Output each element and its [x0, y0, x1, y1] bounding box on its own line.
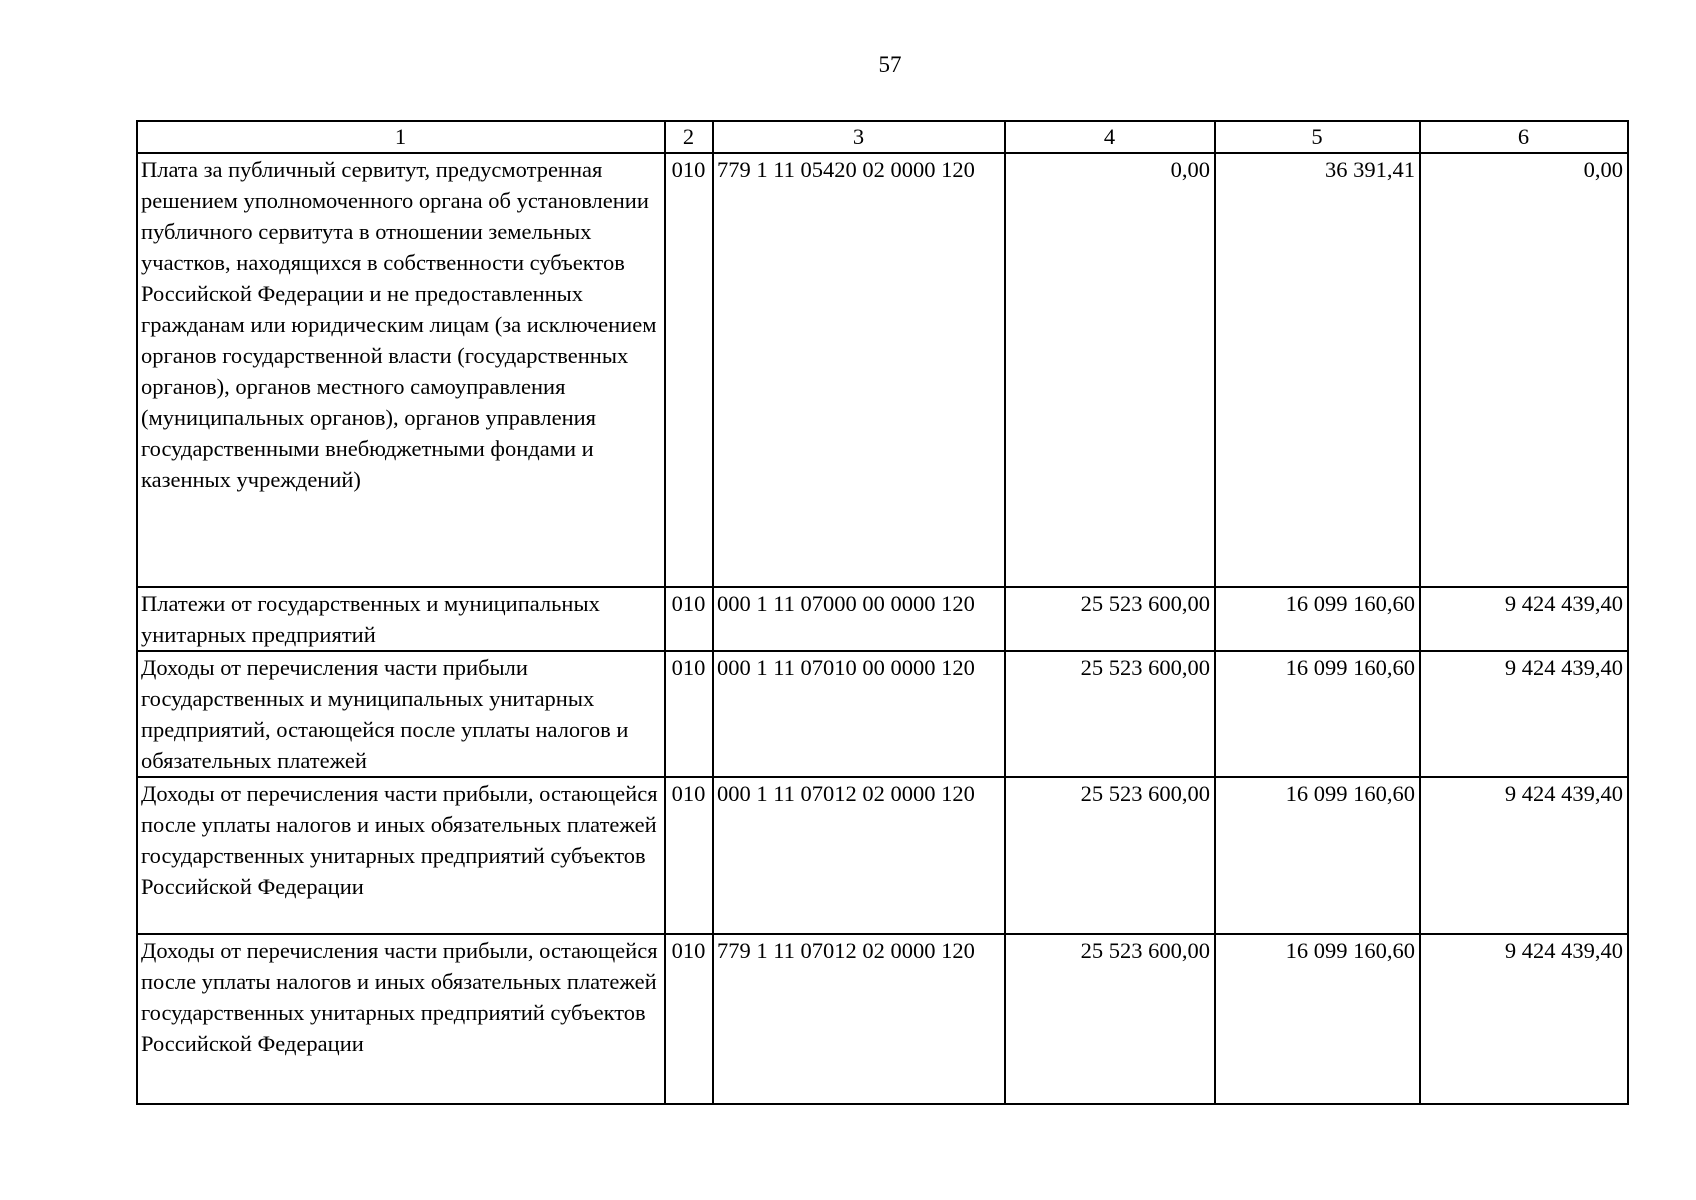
budget-code-cell: 000 1 11 07010 00 0000 120 [713, 651, 1005, 777]
budget-code-cell: 000 1 11 07000 00 0000 120 [713, 587, 1005, 651]
unexecuted-amount-cell: 0,00 [1420, 153, 1628, 587]
column-header: 1 [137, 121, 665, 153]
table-row [137, 777, 1628, 934]
income-name-cell: Доходы от перечисления части прибыли, остающейся после уплаты налогов и иных обязательных платежей государственных унитарных предприятий субъектов Российской Федерации [137, 934, 665, 1104]
approved-amount-cell: 25 523 600,00 [1005, 777, 1215, 934]
income-name-cell: Доходы от перечисления части прибыли, остающейся после уплаты налогов и иных обязательных платежей государственных унитарных предприятий субъектов Российской Федерации [137, 777, 665, 934]
unexecuted-amount-cell: 9 424 439,40 [1420, 651, 1628, 777]
line-code-cell: 010 [665, 651, 713, 777]
table-row [137, 153, 1628, 587]
approved-amount-cell: 0,00 [1005, 153, 1215, 587]
approved-amount-cell: 25 523 600,00 [1005, 934, 1215, 1104]
income-name-cell: Плата за публичный сервитут, предусмотренная решением уполномоченного органа об установлении публичного сервитута в отношении земельных участков, находящихся в собственности субъектов Российской Федерации и не предоставленных гражданам или юридическим лицам (за исключением органов государственной власти (государственных органов), органов местного самоуправления (муниципальных органов), органов управления государственными внебюджетными фондами и казенных учреждений) [137, 153, 665, 587]
line-code-cell: 010 [665, 934, 713, 1104]
unexecuted-amount-cell: 9 424 439,40 [1420, 587, 1628, 651]
line-code-cell: 010 [665, 153, 713, 587]
column-header: 6 [1420, 121, 1628, 153]
column-header: 4 [1005, 121, 1215, 153]
page-number: 57 [878, 52, 902, 77]
line-code-cell: 010 [665, 587, 713, 651]
budget-code-cell: 779 1 11 05420 02 0000 120 [713, 153, 1005, 587]
income-name-cell: Платежи от государственных и муниципальных унитарных предприятий [137, 587, 665, 651]
column-header: 2 [665, 121, 713, 153]
table-row [137, 587, 1628, 651]
approved-amount-cell: 25 523 600,00 [1005, 651, 1215, 777]
line-code-cell: 010 [665, 777, 713, 934]
table-header-row [137, 121, 1628, 153]
approved-amount-cell: 25 523 600,00 [1005, 587, 1215, 651]
executed-amount-cell: 16 099 160,60 [1215, 651, 1420, 777]
table-row [137, 934, 1628, 1104]
income-name-cell: Доходы от перечисления части прибыли государственных и муниципальных унитарных предприятий, остающейся после уплаты налогов и обязательных платежей [137, 651, 665, 777]
unexecuted-amount-cell: 9 424 439,40 [1420, 777, 1628, 934]
column-header: 5 [1215, 121, 1420, 153]
unexecuted-amount-cell: 9 424 439,40 [1420, 934, 1628, 1104]
executed-amount-cell: 16 099 160,60 [1215, 777, 1420, 934]
executed-amount-cell: 16 099 160,60 [1215, 934, 1420, 1104]
budget-code-cell: 779 1 11 07012 02 0000 120 [713, 934, 1005, 1104]
table-row [137, 651, 1628, 777]
column-header: 3 [713, 121, 1005, 153]
executed-amount-cell: 36 391,41 [1215, 153, 1420, 587]
revenue-table [136, 120, 1629, 1105]
executed-amount-cell: 16 099 160,60 [1215, 587, 1420, 651]
budget-code-cell: 000 1 11 07012 02 0000 120 [713, 777, 1005, 934]
